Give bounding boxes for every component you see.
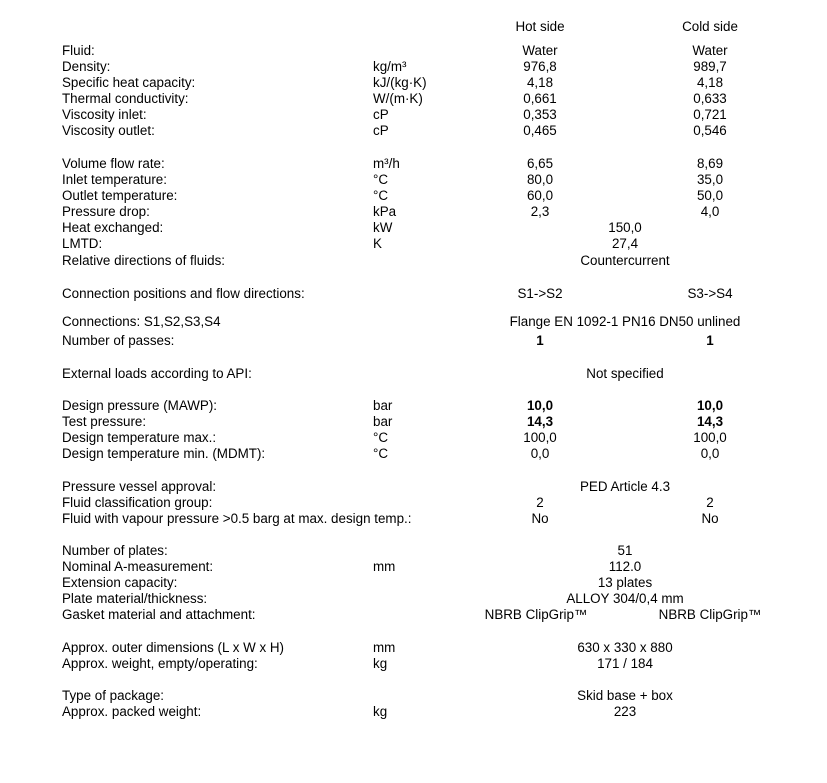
row-label: Approx. weight, empty/operating: (62, 656, 258, 671)
row-label: Connections: S1,S2,S3,S4 (62, 314, 221, 329)
row-label: Design temperature min. (MDMT): (62, 446, 266, 461)
row-label: Test pressure: (62, 414, 147, 429)
row-unit: m³/h (373, 156, 400, 171)
hot-side-value: 10,0 (526, 398, 554, 413)
row-label: Number of plates: (62, 543, 168, 558)
row-unit: kg (373, 656, 388, 671)
row-unit: cP (373, 123, 389, 138)
cold-side-value: 8,69 (696, 156, 724, 171)
row-label: Approx. outer dimensions (L x W x H) (62, 640, 285, 655)
row-unit: cP (373, 107, 389, 122)
row-unit: kg/m³ (373, 59, 407, 74)
combined-value: 27,4 (611, 236, 639, 251)
row-label: Specific heat capacity: (62, 75, 196, 90)
row-unit: mm (373, 640, 396, 655)
combined-value: 223 (613, 704, 637, 719)
cold-side-value: 100,0 (693, 430, 727, 445)
row-label: Fluid classification group: (62, 495, 213, 510)
row-label: Heat exchanged: (62, 220, 164, 235)
cold-side-value: Water (692, 43, 728, 58)
cold-side-value: 0,0 (700, 446, 720, 461)
row-label: Inlet temperature: (62, 172, 167, 187)
hot-side-value: 976,8 (523, 59, 557, 74)
row-label: Plate material/thickness: (62, 591, 208, 606)
cold-side-value: 0,546 (693, 123, 727, 138)
combined-value: PED Article 4.3 (579, 479, 671, 494)
hot-side-value: 2 (536, 495, 544, 510)
row-label: Pressure drop: (62, 204, 150, 219)
hot-side-value: 60,0 (526, 188, 554, 203)
row-label: Viscosity inlet: (62, 107, 147, 122)
combined-value: 150,0 (608, 220, 642, 235)
combined-value: 51 (617, 543, 633, 558)
hot-side-value: Water (522, 43, 558, 58)
combined-value: Countercurrent (580, 253, 670, 268)
hot-side-value: 80,0 (526, 172, 554, 187)
row-label: Pressure vessel approval: (62, 479, 217, 494)
hot-side-header: Hot side (515, 19, 565, 34)
cold-side-value: 989,7 (693, 59, 727, 74)
row-unit: bar (373, 398, 393, 413)
cold-side-value: 4,18 (696, 75, 724, 90)
cold-side-value: 2 (706, 495, 714, 510)
cold-side-value: 4,0 (700, 204, 720, 219)
cold-side-value: 14,3 (696, 414, 724, 429)
row-unit: W/(m·K) (373, 91, 423, 106)
row-unit: K (373, 236, 382, 251)
hot-side-value: 1 (536, 333, 544, 348)
hot-side-value: 0,353 (523, 107, 557, 122)
row-label: Extension capacity: (62, 575, 178, 590)
row-unit: °C (373, 446, 389, 461)
row-label: LMTD: (62, 236, 103, 251)
row-label: Nominal A-measurement: (62, 559, 214, 574)
row-unit: kPa (373, 204, 397, 219)
row-label: Viscosity outlet: (62, 123, 155, 138)
cold-side-value: 50,0 (696, 188, 724, 203)
combined-value: 112.0 (608, 559, 642, 574)
row-label: Gasket material and attachment: (62, 607, 256, 622)
cold-side-value: NBRB ClipGrip™ (658, 607, 762, 622)
combined-value: Not specified (586, 366, 664, 381)
cold-side-value: 0,633 (693, 91, 727, 106)
hot-side-value: 2,3 (530, 204, 550, 219)
row-label: Relative directions of fluids: (62, 253, 225, 268)
row-unit: bar (373, 414, 393, 429)
row-unit: kW (373, 220, 393, 235)
row-label: Outlet temperature: (62, 188, 178, 203)
hot-side-value: 100,0 (523, 430, 557, 445)
combined-value: Flange EN 1092-1 PN16 DN50 unlined (509, 314, 741, 329)
row-label: Design temperature max.: (62, 430, 217, 445)
hot-side-value: No (531, 511, 549, 526)
row-label: Approx. packed weight: (62, 704, 202, 719)
row-unit: kJ/(kg·K) (373, 75, 427, 90)
hot-side-value: 14,3 (526, 414, 554, 429)
hot-side-value: NBRB ClipGrip™ (484, 607, 588, 622)
cold-side-value: 1 (706, 333, 714, 348)
row-unit: °C (373, 172, 389, 187)
cold-side-value: 10,0 (696, 398, 724, 413)
row-label: External loads according to API: (62, 366, 252, 381)
row-label: Thermal conductivity: (62, 91, 189, 106)
row-label: Number of passes: (62, 333, 175, 348)
cold-side-value: No (701, 511, 719, 526)
combined-value: Skid base + box (577, 688, 673, 703)
hot-side-value: 0,661 (523, 91, 557, 106)
row-label: Design pressure (MAWP): (62, 398, 218, 413)
hot-side-value: 0,0 (530, 446, 550, 461)
row-unit: kg (373, 704, 388, 719)
hot-side-value: 4,18 (526, 75, 554, 90)
row-label: Fluid: (62, 43, 95, 58)
row-unit: mm (373, 559, 396, 574)
row-unit: °C (373, 430, 389, 445)
combined-value: ALLOY 304/0,4 mm (566, 591, 684, 606)
row-label: Fluid with vapour pressure >0.5 barg at max. design temp.: (62, 511, 412, 526)
cold-side-value: 0,721 (693, 107, 727, 122)
combined-value: 630 x 330 x 880 (577, 640, 673, 655)
combined-value: 171 / 184 (597, 656, 653, 671)
hot-side-value: 0,465 (523, 123, 557, 138)
row-unit: °C (373, 188, 389, 203)
hot-side-value: S1->S2 (517, 286, 563, 301)
cold-side-value: S3->S4 (687, 286, 733, 301)
row-label: Type of package: (62, 688, 164, 703)
combined-value: 13 plates (597, 575, 653, 590)
hot-side-value: 6,65 (526, 156, 554, 171)
row-label: Connection positions and flow directions: (62, 286, 305, 301)
row-label: Density: (62, 59, 111, 74)
cold-side-header: Cold side (682, 19, 738, 34)
row-label: Volume flow rate: (62, 156, 165, 171)
cold-side-value: 35,0 (696, 172, 724, 187)
